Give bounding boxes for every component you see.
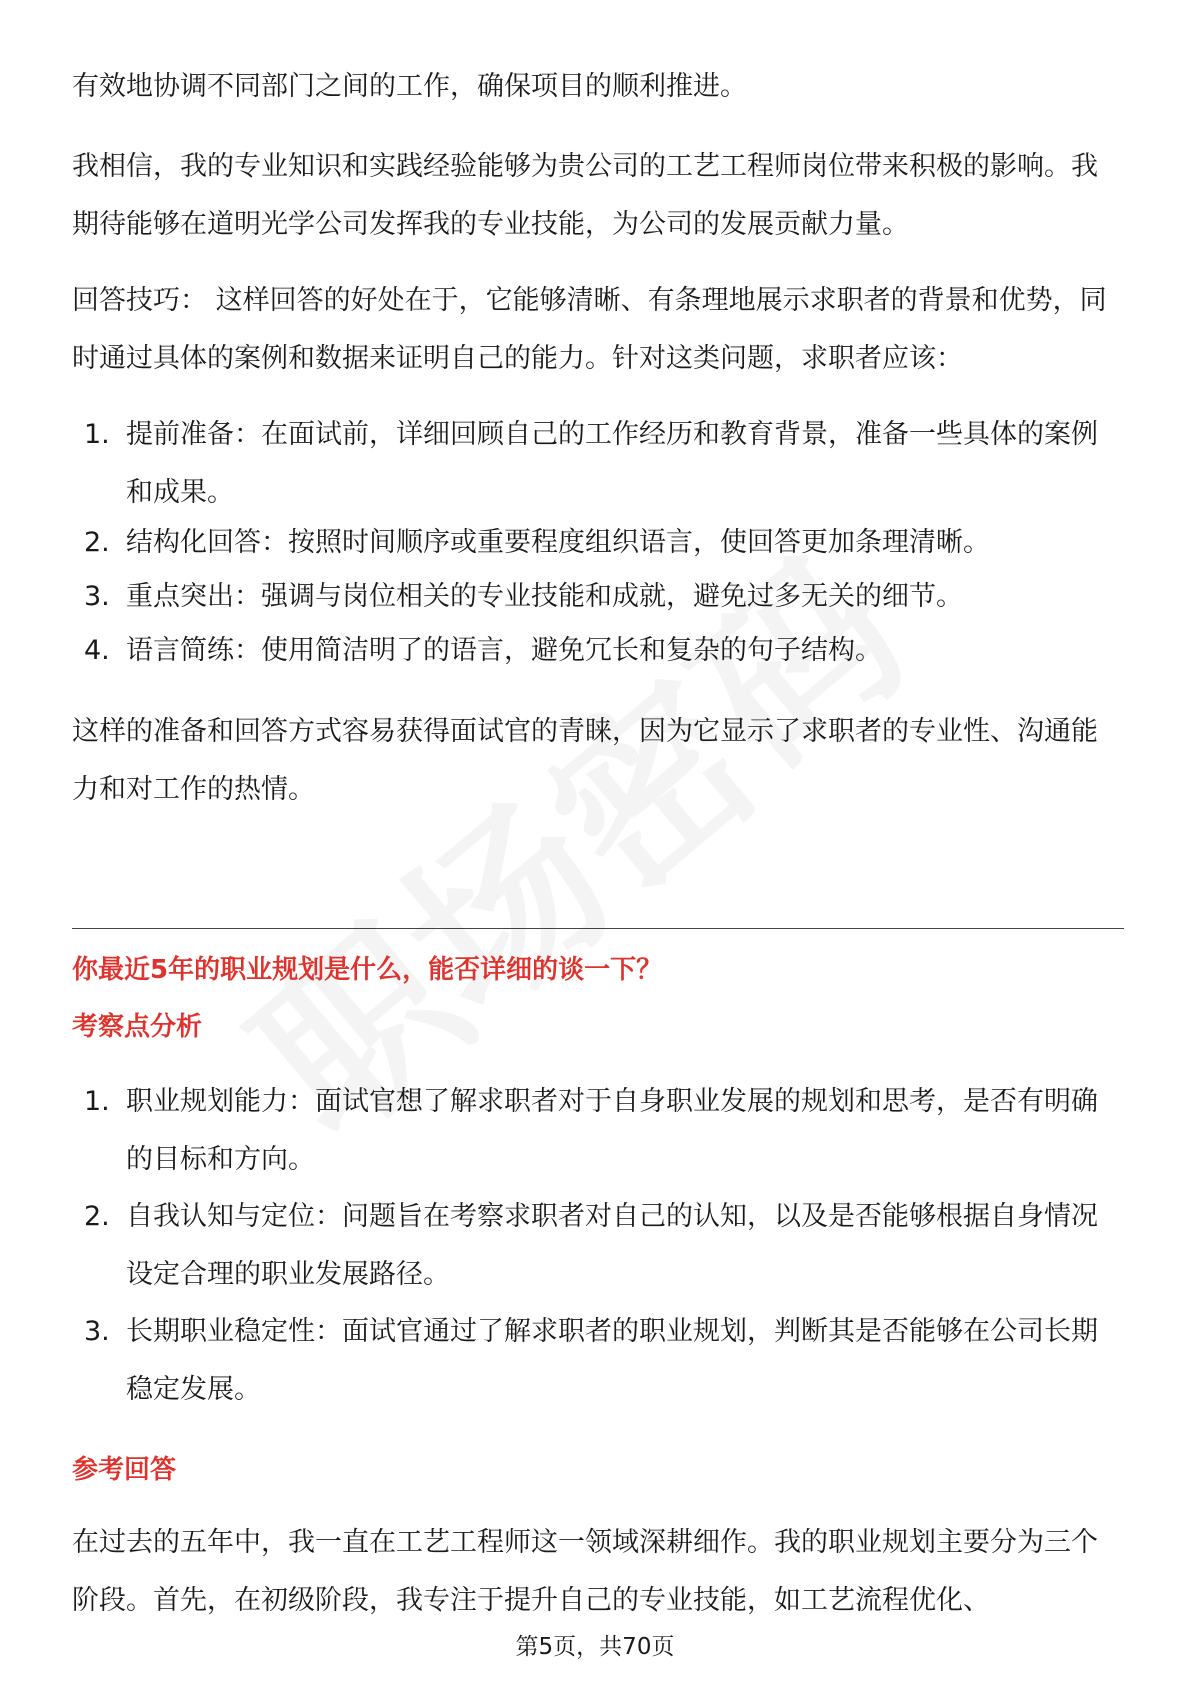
list-number: 2.	[84, 527, 110, 558]
paragraph-summary: 这样的准备和回答方式容易获得面试官的青睐，因为它显示了求职者的专业性、沟通能力和对工作的热情。	[72, 716, 1098, 805]
list-text: 提前准备：在面试前，详细回顾自己的工作经历和教育背景，准备一些具体的案例和成果。	[126, 419, 1098, 508]
section-divider	[72, 928, 1124, 929]
paragraph-intro-end: 有效地协调不同部门之间的工作，确保项目的顺利推进。	[72, 71, 747, 102]
paragraph-reference-answer: 在过去的五年中，我一直在工艺工程师这一领域深耕细作。我的职业规划主要分为三个阶段。首先，在初级阶段，我专注于提升自己的专业技能，如工艺流程优化、	[72, 1527, 1098, 1616]
list-number: 4.	[84, 635, 110, 666]
list-text: 职业规划能力：面试官想了解求职者对于自身职业发展的规划和思考，是否有明确的目标和方向。	[126, 1086, 1098, 1175]
list-number: 3.	[84, 581, 110, 612]
list-number: 1.	[84, 1086, 110, 1117]
list-text: 重点突出：强调与岗位相关的专业技能和成就，避免过多无关的细节。	[126, 581, 963, 612]
list-number: 2.	[84, 1201, 110, 1232]
list-text: 长期职业稳定性：面试官通过了解求职者的职业规划，判断其是否能够在公司长期稳定发展。	[126, 1316, 1098, 1405]
question-title: 你最近5年的职业规划是什么，能否详细的谈一下？	[72, 955, 663, 985]
answer-heading: 参考回答	[72, 1455, 177, 1485]
list-text: 自我认知与定位：问题旨在考察求职者对自己的认知，以及是否能够根据自身情况设定合理的职业发展路径。	[126, 1201, 1098, 1290]
paragraph-belief: 我相信，我的专业知识和实践经验能够为贵公司的工艺工程师岗位带来积极的影响。我期待能够在道明光学公司发挥我的专业技能，为公司的发展贡献力量。	[72, 151, 1098, 240]
list-text: 结构化回答：按照时间顺序或重要程度组织语言，使回答更加条理清晰。	[126, 527, 990, 558]
list-text: 语言简练：使用简洁明了的语言，避免冗长和复杂的句子结构。	[126, 635, 882, 666]
paragraph-answer-tips: 回答技巧： 这样回答的好处在于，它能够清晰、有条理地展示求职者的背景和优势，同时通过具体的案例和数据来证明自己的能力。针对这类问题，求职者应该：	[72, 285, 1107, 374]
page-number: 第5页，共70页	[515, 1634, 675, 1660]
list-number: 3.	[84, 1316, 110, 1347]
analysis-heading: 考察点分析	[72, 1012, 203, 1042]
list-number: 1.	[84, 419, 110, 450]
